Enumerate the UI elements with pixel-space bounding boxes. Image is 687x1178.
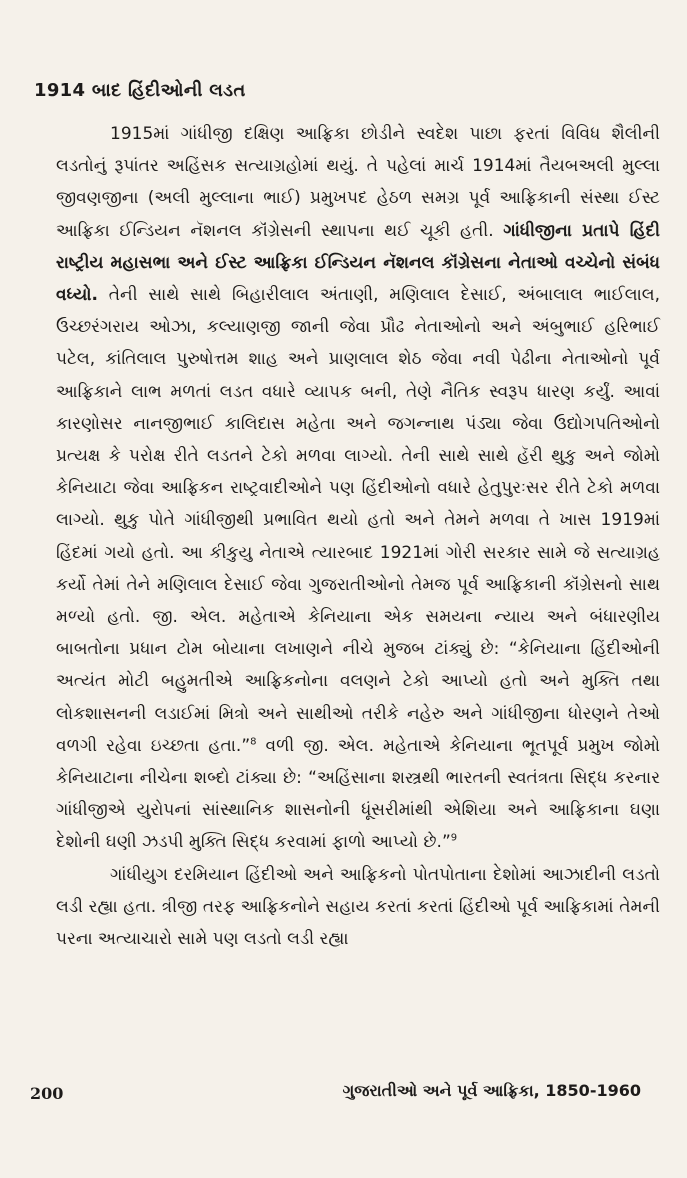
- paragraph-1: [56, 118, 660, 859]
- paragraph-1-bold-sentence: ગાંધીજીના પ્રતાપે હિંદી રાષ્ટ્રીય મહાસભા અને ઈસ્ટ આફ્રિકા ઈન્ડિયન નૅશનલ કૉંગ્રેસના નેતાઓ વચ્ચેનો સંબંધ વધ્યો.: [56, 220, 660, 306]
- footnote-marker-9: 9: [450, 832, 458, 844]
- paragraph-2: ગાંધીયુગ દરમિયાન હિંદીઓ અને આફ્રિકનો પોતપોતાના દેશોમાં આઝાદીની લડતો લડી રહ્યા હતા. ત્રીજી તરફ આફ્રિકનોને સહાય કરતાં કરતાં હિંદીઓ પૂર્વ આફ્રિકામાં તેમની પરના અત્યાચારો સામે પણ લડતો લડી રહ્યા: [56, 864, 660, 950]
- page-footer: [30, 1078, 641, 1108]
- running-head: 1914 બાદ હિંદીઓની લડત: [34, 80, 246, 101]
- body-text: [56, 118, 660, 955]
- page-number: 200: [30, 1084, 64, 1103]
- book-title: ગુજરાતીઓ અને પૂર્વ આફ્રિકા, 1850-1960: [342, 1081, 641, 1100]
- paragraph-1-part-c: તેની સાથે સાથે બિહારીલાલ અંતાણી, મણિલાલ દેસાઈ, અંબાલાલ ભાઈલાલ, ઉચ્છરંગરાય ઓઝા, કલ્યાણજી જાની જેવા પ્રૌઢ નેતાઓનો અને અંબુભાઈ હરિભાઈ પટેલ, કાંતિલાલ પુરુષોત્તમ શાહ અને પ્રાણલાલ શેઠ જેવા નવી પેઢીના નેતાઓનો પૂર્વ આફ્રિકાને લાભ મળતાં લડત વધારે વ્યાપક બની, તેણે નૈતિક સ્વરૂપ ધારણ કર્યું. આવાં કારણોસર નાનજીભાઈ કાલિદાસ મહેતા અને જગન્નાથ પંડ્યા જેવા ઉદ્યોગપતિઓનો પ્રત્યક્ષ કે પરોક્ષ રીતે લડતને ટેકો મળવા લાગ્યો. તેની સાથે સાથે હૅરી થુકુ અને જોમો કેનિયાટા જેવા આફ્રિકન રાષ્ટ્રવાદીઓને પણ હિંદીઓનો વધારે હેતુપુરઃસર રીતે ટેકો મળવા લાગ્યો. થુકુ પોતે ગાંધીજીથી પ્રભાવિત થયો હતો અને તેમને મળવા તે ખાસ 1919માં હિંદમાં ગયો હતો. આ કીકુયુ નેતાએ ત્યારબાદ 1921માં ગોરી સરકાર સામે જે સત્યાગ્રહ કર્યો તેમાં તેને મણિલાલ દેસાઈ જેવા ગુજરાતીઓનો તેમજ પૂર્વ આફ્રિકાની કૉંગ્રેસનો સાથ મળ્યો હતો. જી. એલ. મહેતાએ કેનિયાના એક સમયના ન્યાય અને બંધારણીય બાબતોના પ્રધાન ટોમ બોયાના લખાણને નીચે મુજબ ટાંક્યું છે: “કેનિયાના હિંદીઓની અત્યંત મોટી બહુમતીએ આફ્રિકનોના વલણને ટેકો આપ્યો હતો અને મુક્તિ તથા લોકશાસનની લડાઈમાં મિત્રો અને સાથીઓ તરીકે નહેરુ અને ગાંધીજીના ધોરણને તેઓ વળગી રહેવા ઇચ્છતા હતા.”: [56, 285, 660, 756]
- footnote-marker-8: 8: [250, 736, 257, 748]
- paragraph-1-part-a: 1915માં ગાંધીજી દક્ષિણ આફ્રિકા છોડીને સ્વદેશ પાછા ફરતાં વિવિધ શૈલીની લડતોનું રૂપાંતર અહિંસક સત્યાગ્રહોમાં થયું. તે પહેલાં માર્ચ 1914માં તૈયબઅલી મુલ્લા જીવણજીના (અલી મુલ્લાના ભાઈ) પ્રમુખપદ હેઠળ સમગ્ર પૂર્વ આફ્રિકાની સંસ્થા ઈસ્ટ આફ્રિકા ઈન્ડિયન નૅશનલ કૉંગ્રેસની સ્થાપના થઈ ચૂકી હતી.: [56, 124, 660, 241]
- paragraph-1-part-d: વળી જી. એલ. મહેતાએ કેનિયાના ભૂતપૂર્વ પ્રમુખ જોમો કેનિયાટાના નીચેના શબ્દો ટાંક્યા છે: “અહિંસાના શસ્ત્રથી ભારતની સ્વતંત્રતા સિદ્ધ કરનાર ગાંધીજીએ યુરોપનાં સાંસ્થાનિક શાસનોની ધૂંસરીમાંથી એશિયા અને આફ્રિકાના ઘણા દેશોની ઘણી ઝડપી મુક્તિ સિદ્ધ કરવામાં ફાળો આપ્યો છે.”: [56, 735, 660, 853]
